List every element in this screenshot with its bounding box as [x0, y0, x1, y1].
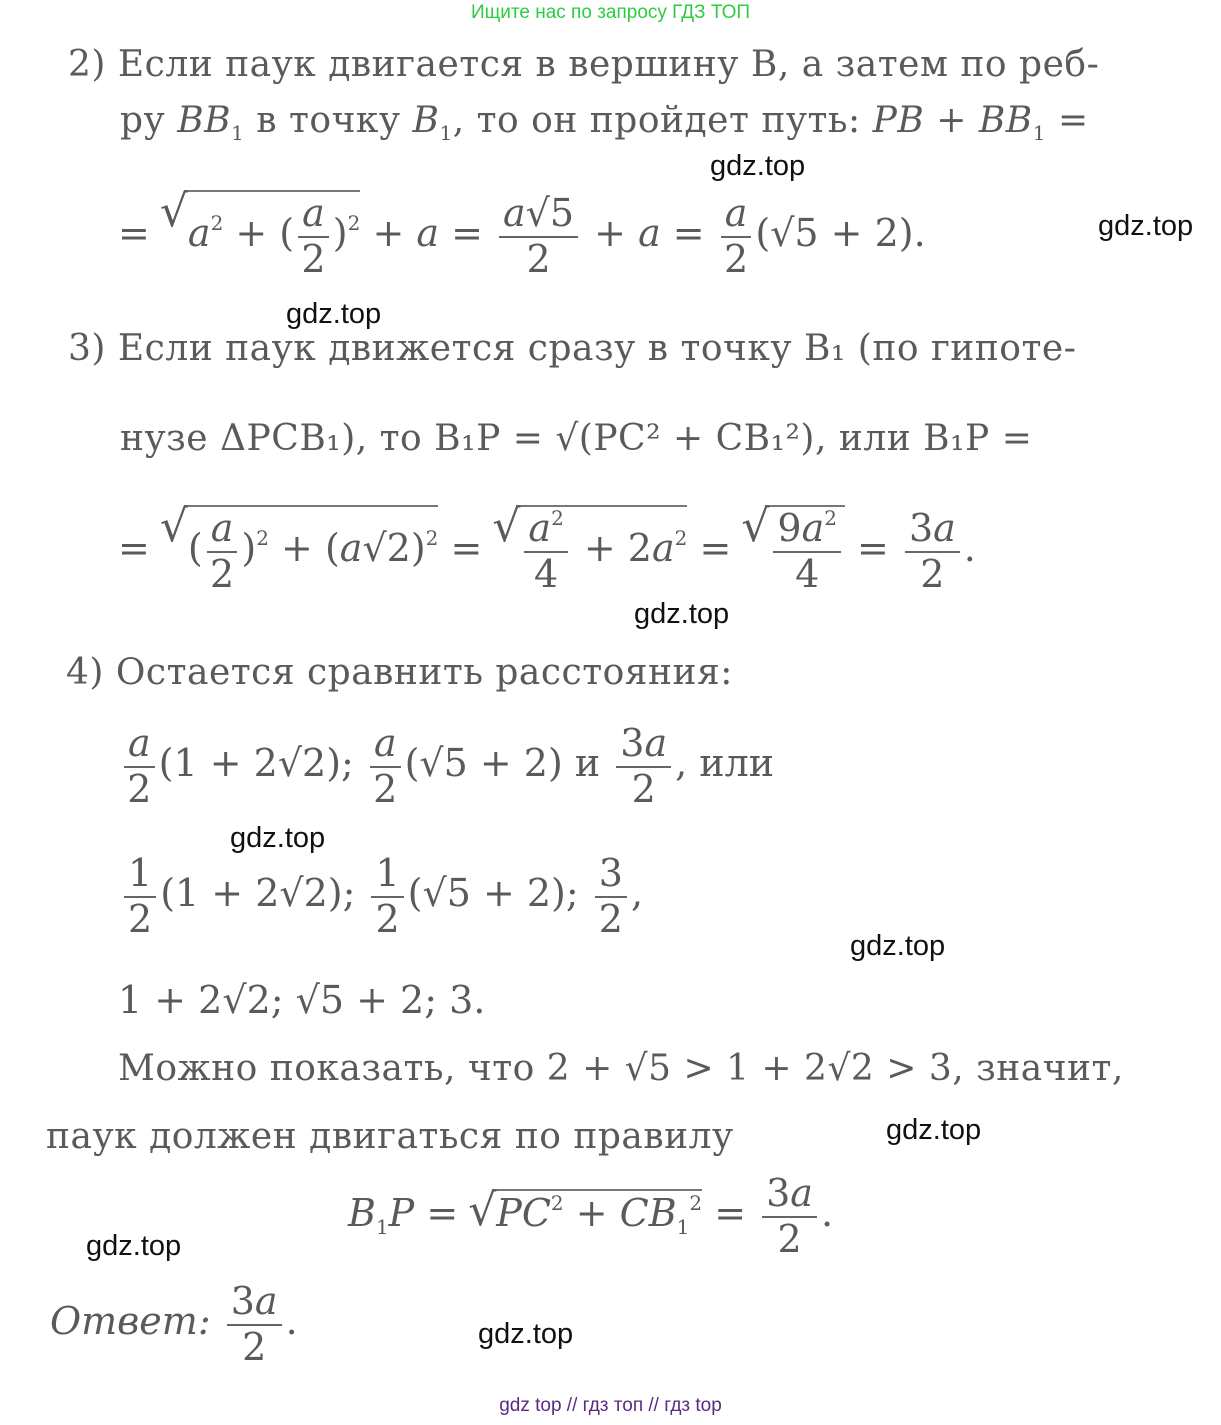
top-banner: Ищите нас по запросу ГДЗ ТОП: [470, 2, 751, 23]
watermark: gdz.top: [286, 298, 382, 330]
step2-formula: = √ $a^2$ + ( $\frac{a}{2}$ )$^2$ + a = $\frac{a√5}{2}$ + a = $\frac{a}{2}$ (√5 + 2).: [118, 190, 926, 281]
step4-row3: 1 + 2√2; √5 + 2; 3.: [118, 978, 486, 1022]
watermark: gdz.top: [850, 930, 946, 962]
step2-line1: 2) Если паук двигается в вершину B, а затем по реб-: [68, 44, 1100, 85]
step4-line1: 4) Остается сравнить расстояния:: [66, 652, 733, 693]
step2-line2: ру $BB_1$ в точку $B_1$, то он пройдет путь: PB + $BB_1$ =: [120, 100, 1089, 145]
step2-line2-text: в точку: [256, 100, 401, 141]
watermark: gdz.top: [1098, 210, 1194, 242]
answer-label: Ответ:: [50, 1299, 211, 1344]
step2-line2-prefix: ру: [120, 100, 166, 141]
watermark: gdz.top: [478, 1318, 574, 1350]
step2-line2-rest: , то он пройдет путь:: [452, 100, 861, 141]
watermark: gdz.top: [230, 822, 326, 854]
step3-line1: 3) Если паук движется сразу в точку B₁ (по гипоте-: [68, 328, 1077, 369]
watermark: gdz.top: [710, 150, 806, 182]
step3-formula: = √ ( $\frac{a}{2}$ )$^2 + (a√2)^2$ = √ $\frac{a^2}{4}$ + $2a^2$ = √ $\frac{9a^2}{4}$ = $\frac{3a}{2}$ .: [118, 505, 976, 596]
bottom-banner: gdz top // гдз топ // гдз top: [499, 1395, 722, 1416]
conclusion-line1: Можно показать, что 2 + √5 > 1 + 2√2 > 3, значит,: [118, 1048, 1124, 1089]
watermark: gdz.top: [86, 1230, 182, 1262]
conclusion-line2: паук должен двигаться по правилу: [46, 1116, 734, 1157]
watermark: gdz.top: [634, 598, 730, 630]
step4-row1: $\frac{a}{2}$ (1 + 2√2); $\frac{a}{2}$ (√5 + 2) и $\frac{3a}{2}$ , или: [120, 722, 774, 811]
step4-row2: $\frac{1}{2}$ (1 + 2√2); $\frac{1}{2}$ (√5 + 2); $\frac{3}{2}$ ,: [120, 852, 643, 941]
watermark: gdz.top: [886, 1114, 982, 1146]
step3-line2: нузе ΔPCB₁), то B₁P = √(PC² + CB₁²), или B₁P =: [120, 418, 1033, 459]
conclusion-formula: $B_1P$ = √ $PC^2 + CB_1^2$ = $\frac{3a}{2}$ .: [348, 1172, 833, 1261]
answer: Ответ: $\frac{3a}{2}$ .: [50, 1279, 298, 1369]
